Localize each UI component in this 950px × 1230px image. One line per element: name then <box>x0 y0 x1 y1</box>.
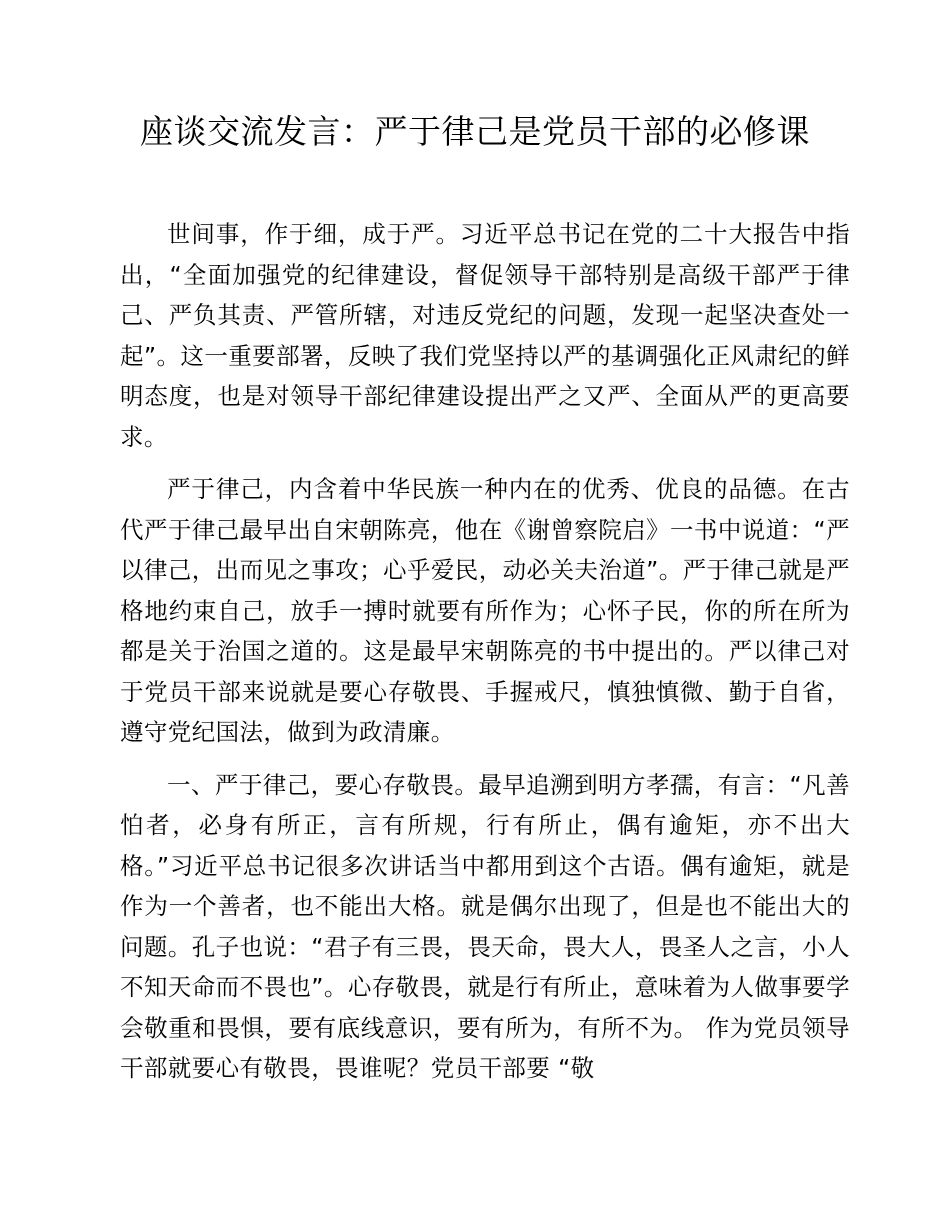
paragraph-3: 一、严于律己，要心存敬畏。最早追溯到明方孝孺，有言：“凡善怕者，必身有所正，言有所规，行有所止，偶有逾矩，亦不出大格。”习近平总书记很多次讲话当中都用到这个古语。偶有逾矩，就是作为一个善者，也不能出大格。就是偶尔出现了，但是也不能出大的问题。孔子也说：“君子有三畏，畏天命，畏大人，畏圣人之言，小人不知天命而不畏也”。心存敬畏，就是行有所止，意味着为人做事要学会敬重和畏惧，要有底线意识，要有所为，有所不为。 作为党员领导干部就要心有敬畏，畏谁呢？党员干部要 “敬 <box>120 770 850 1082</box>
document-title: 座谈交流发言：严于律己是党员干部的必修课 <box>140 112 810 151</box>
paragraph-2: 严于律己，内含着中华民族一种内在的优秀、优良的品德。在古代严于律己最早出自宋朝陈亮，他在《谢曾察院启》一书中说道：“严以律己，出而见之事攻；心乎爱民，动必关夫治道”。严于律己就是严格地约束自己，放手一搏时就要有所作为；心怀子民，你的所在所为都是关于治国之道的。这是最早宋朝陈亮的书中提出的。严以律己对于党员干部来说就是要心存敬畏、手握戒尺，慎独慎微、勤于自省，遵守党纪国法，做到为政清廉。 <box>120 475 850 746</box>
paragraph-1: 世间事，作于细，成于严。习近平总书记在党的二十大报告中指出，“全面加强党的纪律建设，督促领导干部特别是高级干部严于律己、严负其责、严管所辖，对违反党纪的问题，发现一起坚决查处一起”。这一重要部署，反映了我们党坚持以严的基调强化正风肃纪的鲜明态度，也是对领导干部纪律建设提出严之又严、全面从严的更高要求。 <box>120 220 850 451</box>
document-body <box>120 214 850 1101</box>
